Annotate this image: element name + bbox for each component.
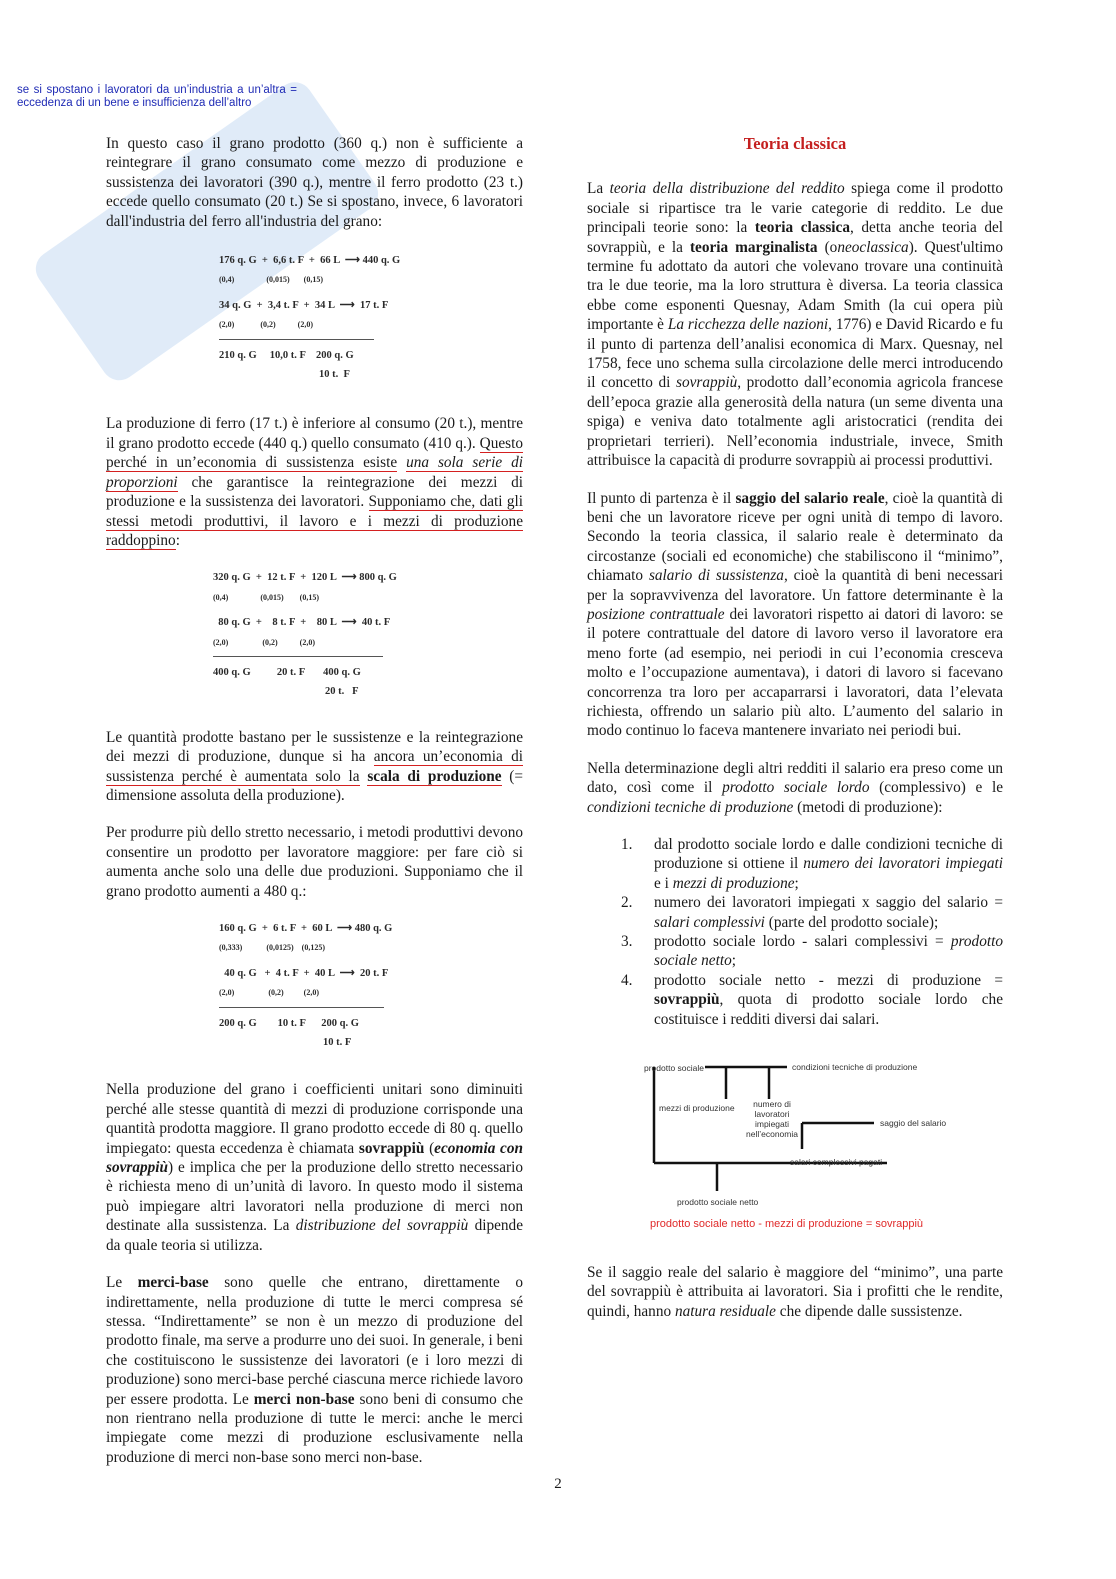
diagram-label: prodotto sociale xyxy=(644,1063,705,1074)
page-number: 2 xyxy=(554,1476,562,1492)
paragraph: La produzione di ferro (17 t.) è inferiore al consumo (20 t.), mentre il grano prodotto eccede (440 q.) quello consumato (410 q.). Questo perché in un’economia di sussistenza esiste una sola serie di proporzioni che garantisce la reintegrazione dei mezzi di produzione e la sussistenza dei lavoratori. Supponiamo che, dati gli stessi metodi produttivi, il lavoro e i mezzi di produzione raddoppino: xyxy=(106,415,523,549)
diagram-label: prodotto sociale netto xyxy=(677,1197,759,1208)
list-item: 2. numero dei lavoratori impiegati x saggio del salario = salari complessivi (parte del prodotto sociale); xyxy=(621,894,1003,931)
steps-list xyxy=(587,835,1003,1029)
diagram-label: salari complessivi pagati xyxy=(790,1157,883,1168)
list-item: 3. prodotto sociale lordo - salari complessivi = prodotto sociale netto; xyxy=(621,933,1004,970)
paragraph: Le merci-base sono quelle che entrano, direttamente o indirettamente, nella produzione di tutte le merci compresa sé stessa. “Indirettamente” se non è un mezzo di produzione del prodotto finale, ma serve a produrre uno dei suoi. In generale, i beni che costituiscono le sussistenze dei lavoratori (e i loro mezzi di produzione) sono merci-base perché ciascuna merce richiede lavoro per essere prodotta. Le merci non-base sono beni di consumo che non rientrano nella produzione di tutte le merci: anche le merci impiegate come mezzi di produzione esclusivamente nella produzione di merci non-base sono merci non-base. xyxy=(106,1274,523,1466)
paragraph: Nella determinazione degli altri redditi il salario era preso come un dato, così come il prodotto sociale lordo (complessivo) e le condizioni tecniche di produzione (metodi di produzione): xyxy=(587,759,1003,816)
paragraph: Se il saggio reale del salario è maggiore del “minimo”, una parte del sovrappiù è attribuita ai lavoratori. Sia i profitti che le rendite, quindi, hanno natura residuale che dipende dalle sussistenze. xyxy=(587,1264,1003,1320)
paragraph: Nella produzione del grano i coefficienti unitari sono diminuiti perché alle stesse quantità di mezzi di produzione corrisponde una quantità prodotta maggiore. Il grano prodotto eccede di 80 q. quello impiegato: questa eccedenza è chiamata sovrappiù (economia con sovrappiù) e implica che per la produzione dello stretto necessario è richiesta meno di un’unità di lavoro. In questo modo il sistema può impiegare altri lavoratori nella produzione di merci non destinate alla sussistenza. La distribuzione del sovrappiù dipende da quale teoria si utilizza. xyxy=(106,1081,524,1254)
left-column xyxy=(106,134,523,1467)
distribution-diagram xyxy=(587,1043,1003,1231)
paragraph: La teoria della distribuzione del reddito spiega come il prodotto sociale si ripartisce tra le varie categorie di reddito. Le due principali teorie sono: la teoria classica, detta anche teoria del sovrappiù, e la teoria marginalista (oneoclassica). Quest'ultimo termine fu adottato da autori che volevano trovare una continuità tra le due teorie, ma la loro struttura è diversa. La teoria classica ebbe come esponenti Quesnay, Adam Smith (la cui opera più importante è La ricchezza delle nazioni, 1776) e David Ricardo e fu il punto di partenza dell’analisi economica di Marx. Quesnay, nel 1758, fece uno schema sulla circolazione delle merci introducendo il concetto di sovrappiù, prodotto dall’economia agricola francese dell’epoca grazie alla generosità della natura (un seme diventa una spiga) e veniva dato totalmente agli aristocratici (rendita dei proprietari terrieri). Nell’economia industriale, invece, Smith attribuisce la capacità di produrre sovrappiù ai processi produttivi. xyxy=(587,180,1004,470)
diagram-label: condizioni tecniche di produzione xyxy=(792,1062,918,1073)
paragraph: Per produrre più dello stretto necessario, i metodi produttivi devono consentire un prodotto per lavoratore maggiore: per fare ciò si aumenta anche solo una delle due produzioni. Supponiamo che il grano prodotto aumenti a 480 q.: xyxy=(106,824,523,900)
right-column xyxy=(587,134,1003,1321)
paragraph: In questo caso il grano prodotto (360 q.) non è sufficiente a reintegrare il grano consumato come mezzo di produzione e sussistenza dei lavoratori (390 q.), mentre il ferro prodotto (23 t.) eccede quello consumato (20 t.) Se si spostano, invece, 6 lavoratori dall'industria del ferro all'industria del grano: xyxy=(106,135,523,230)
list-item: 1. dal prodotto sociale lordo e dalle condizioni tecniche di produzione si ottiene il numero dei lavoratori impiegati e i mezzi di produzione; xyxy=(621,836,1003,892)
paragraph: Le quantità prodotte bastano per le sussistenze e la reintegrazione dei mezzi di produzione, dunque si ha ancora un’economia di sussistenza perché è aumentata solo la scala di produzione (= dimensione assoluta della produzione). xyxy=(106,728,523,804)
diagram-equation: prodotto sociale netto - mezzi di produzione = sovrappiù xyxy=(650,1218,924,1231)
equation-block-1: 176 q. G + 6,6 t. F + 66 L ⟶ 440 q. G (0,4) (0,015) (0,15) 34 q. G + 3,4 t. F + 34 L ⟶ 17 t. F (2,0) (0,2) (2,0) 210 q. G 10,0 t. F 200 q. G 10 t. F xyxy=(219,255,401,381)
margin-note: se si spostano i lavoratori da un’industria a un’altra = eccedenza di un bene e insufficienza dell’altro xyxy=(17,84,297,109)
diagram-label: numero di lavoratori impiegati nell’economia xyxy=(746,1099,798,1140)
diagram-label: mezzi di produzione xyxy=(659,1103,735,1114)
list-item: 4. prodotto sociale netto - mezzi di produzione = sovrappiù, quota di prodotto sociale lordo che costituisce i redditi diversi dai salari. xyxy=(621,971,1003,1028)
paragraph: Il punto di partenza è il saggio del salario reale, cioè la quantità di beni che un lavoratore riceve per ogni unità di tempo di lavoro. Secondo la teoria classica, il salario reale è determinato da circostanze (sociali ed economiche) che stabiliscono il “minimo”, chiamato salario di sussistenza, cioè la quantità di beni necessari per la sopravvivenza del lavoratore. Un fattore determinante è la posizione contrattuale dei lavoratori rispetto ai datori di lavoro: se il potere contrattuale del datore di lavoro verso il lavoratore era meno forte (ad esempio, nei periodi in cui l’economia cresceva molto e l’occupazione aumentava), i datori di lavoro si facevano concorrenza tra loro per accaparrarsi i lavoratori, data l’elevata richiesta, offrendo un salario più alto. L’aumento del salario in modo continuo lo faceva mantenere invariato nei periodi bui. xyxy=(587,489,1004,740)
diagram-label: saggio del salario xyxy=(880,1118,947,1129)
equation-block-3: 160 q. G + 6 t. F + 60 L ⟶ 480 q. G (0,333) (0,0125) (0,125) 40 q. G + 4 t. F + 40 L ⟶ 20 t. F (2,0) (0,2) (2,0) 200 q. G 10 t. F 200 q. G 10 t. F xyxy=(219,923,393,1049)
section-title: Teoria classica xyxy=(743,134,847,153)
equation-block-2: 320 q. G + 12 t. F + 120 L ⟶ 800 q. G (0,4) (0,015) (0,15) 80 q. G + 8 t. F + 80 L ⟶ 40 t. F (2,0) (0,2) (2,0) 400 q. G 20 t. F 400 q. G 20 t. F xyxy=(213,572,397,698)
